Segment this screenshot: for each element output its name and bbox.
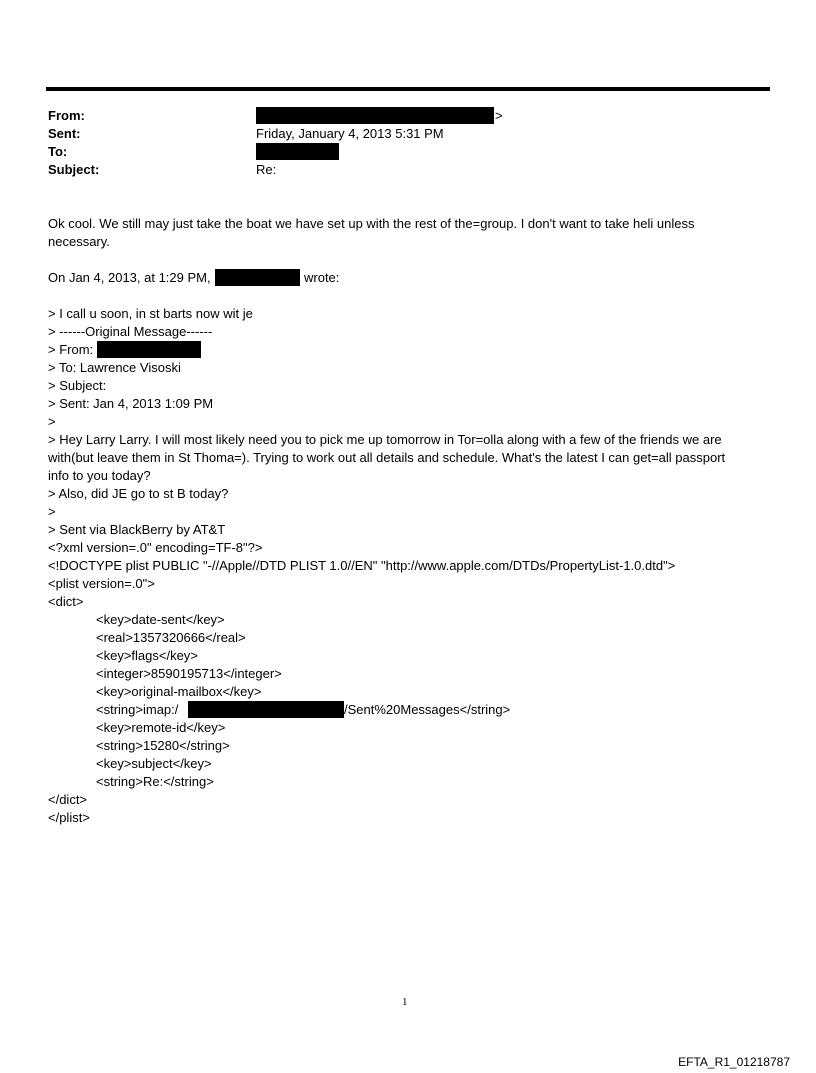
quoted-line: info to you today?	[48, 468, 151, 483]
mailbox-redaction	[188, 701, 344, 718]
quoted-line: > Also, did JE go to st B today?	[48, 486, 229, 501]
page-number: 1	[402, 996, 408, 1008]
xml-line: <key>flags</key>	[96, 648, 198, 663]
sender-redaction	[215, 269, 300, 286]
xml-line: <real>1357320666</real>	[96, 630, 246, 645]
xml-line: <key>date-sent</key>	[96, 612, 225, 627]
xml-line: <integer>8590195713</integer>	[96, 666, 282, 681]
document-id: EFTA_R1_01218787	[678, 1055, 790, 1069]
from-redaction	[256, 107, 494, 124]
xml-line: <string>imap:/	[96, 702, 179, 717]
quoted-line: > Subject:	[48, 378, 107, 393]
quoted-line: > Sent via BlackBerry by AT&T	[48, 522, 226, 537]
xml-line: </plist>	[48, 810, 90, 825]
header-rule	[46, 87, 770, 91]
quoted-line: >	[48, 414, 56, 429]
quoted-line: > ------Original Message------	[48, 324, 213, 339]
quoted-line: >	[48, 504, 56, 519]
xml-line: <key>remote-id</key>	[96, 720, 226, 735]
quoted-line: > Hey Larry Larry. I will most likely need you to pick me up tomorrow in Tor=olla along with a few of the friends we are	[48, 432, 722, 447]
quoted-from-redaction	[97, 341, 201, 358]
xml-line: /Sent%20Messages</string>	[344, 702, 511, 717]
xml-line: <key>subject</key>	[96, 756, 212, 771]
from-suffix: >	[495, 108, 503, 123]
sent-value: Friday, January 4, 2013 5:31 PM	[256, 126, 444, 141]
xml-line: <dict>	[48, 594, 84, 609]
to-redaction	[256, 143, 339, 160]
xml-line: <!DOCTYPE plist PUBLIC "-//Apple//DTD PLIST 1.0//EN" "http://www.apple.com/DTDs/PropertyList-1.0.dtd">	[48, 558, 676, 573]
quoted-line: > From:	[48, 342, 94, 357]
on-suffix: wrote:	[304, 270, 340, 285]
to-label: To:	[48, 144, 68, 159]
reply-line: Ok cool. We still may just take the boat we have set up with the rest of the=group. I don't want to take heli unless	[48, 216, 695, 231]
xml-line: <plist version=.0">	[48, 576, 155, 591]
xml-line: <?xml version=.0" encoding=TF-8"?>	[48, 540, 263, 555]
xml-line: <string>15280</string>	[96, 738, 230, 753]
quoted-line: with(but leave them in St Thoma=). Trying to work out all details and schedule. What's the latest I can get=all passport	[48, 450, 726, 465]
sent-label: Sent:	[48, 126, 81, 141]
on-prefix: On Jan 4, 2013, at 1:29 PM,	[48, 270, 211, 285]
subject-label: Subject:	[48, 162, 100, 177]
from-label: From:	[48, 108, 85, 123]
xml-line: <string>Re:</string>	[96, 774, 214, 789]
xml-line: <key>original-mailbox</key>	[96, 684, 262, 699]
quoted-line: > Sent: Jan 4, 2013 1:09 PM	[48, 396, 214, 411]
reply-line: necessary.	[48, 234, 110, 249]
quoted-line: > To: Lawrence Visoski	[48, 360, 181, 375]
quoted-line: > I call u soon, in st barts now wit je	[48, 306, 253, 321]
xml-line: </dict>	[48, 792, 88, 807]
subject-value: Re:	[256, 162, 277, 177]
